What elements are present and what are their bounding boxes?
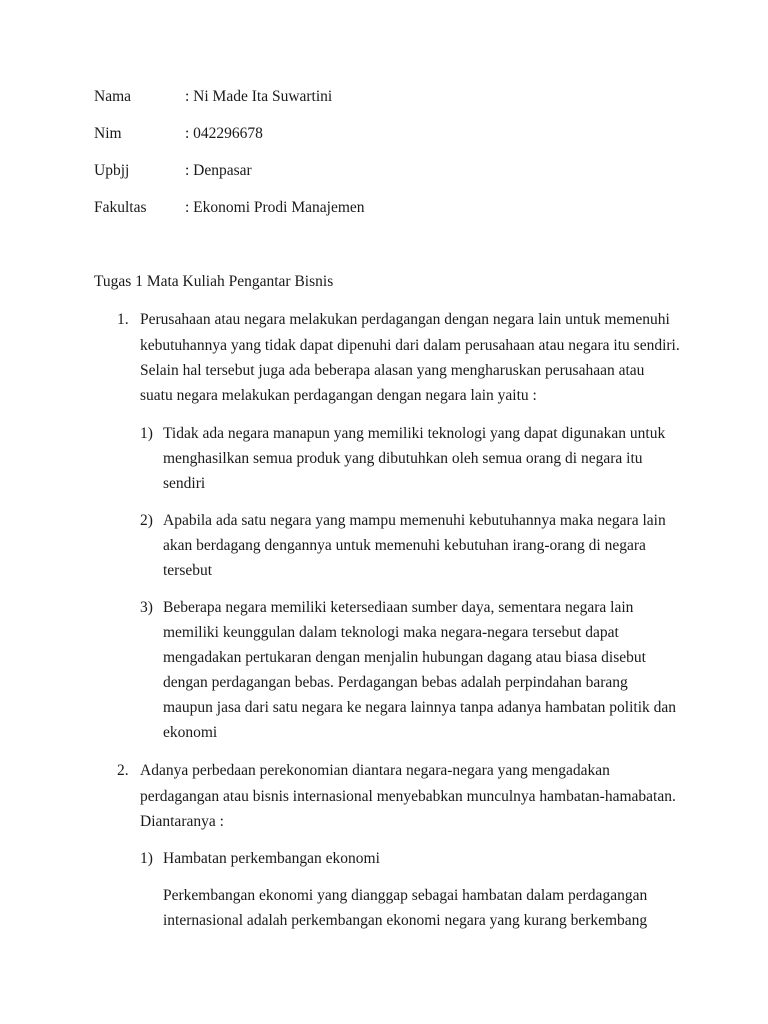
subitem-line: maupun jasa dari satu negara ke negara lainnya tanpa adanya hambatan politik dan bbox=[163, 699, 677, 716]
identity-value: : Denpasar bbox=[185, 162, 252, 179]
list-marker: 1. bbox=[117, 311, 129, 328]
sublist-marker: 2) bbox=[140, 512, 153, 529]
document-title: Tugas 1 Mata Kuliah Pengantar Bisnis bbox=[94, 273, 334, 290]
identity-label: Upbjj bbox=[94, 162, 130, 179]
sublist-marker: 3) bbox=[140, 599, 153, 616]
paragraph-line: kebutuhannya yang tidak dapat dipenuhi dari dalam perusahaan atau negara itu sendiri. bbox=[140, 337, 680, 354]
paragraph-line: Perusahaan atau negara melakukan perdagangan dengan negara lain untuk memenuhi bbox=[140, 311, 670, 328]
subitem-line: Perkembangan ekonomi yang dianggap sebagai hambatan dalam perdagangan bbox=[163, 887, 648, 904]
subitem-line: Apabila ada satu negara yang mampu memenuhi kebutuhannya maka negara lain bbox=[163, 512, 666, 529]
identity-label: Nim bbox=[94, 125, 122, 142]
subitem-heading: Hambatan perkembangan ekonomi bbox=[163, 850, 380, 867]
identity-label: Nama bbox=[94, 88, 132, 105]
identity-value: : Ekonomi Prodi Manajemen bbox=[185, 199, 365, 216]
subitem-line: ekonomi bbox=[163, 724, 218, 741]
identity-value: : Ni Made Ita Suwartini bbox=[185, 88, 333, 105]
paragraph-line: perdagangan atau bisnis internasional menyebabkan munculnya hambatan-hamabatan. bbox=[140, 788, 676, 805]
paragraph-line: Selain hal tersebut juga ada beberapa alasan yang mengharuskan perusahaan atau bbox=[140, 362, 645, 379]
subitem-line: sendiri bbox=[163, 475, 206, 492]
subitem-line: Tidak ada negara manapun yang memiliki teknologi yang dapat digunakan untuk bbox=[163, 425, 666, 442]
list-marker: 2. bbox=[117, 762, 129, 779]
sublist-marker: 1) bbox=[140, 425, 153, 442]
subitem-line: memiliki keunggulan dalam teknologi maka negara-negara tersebut dapat bbox=[163, 624, 619, 641]
identity-label: Fakultas bbox=[94, 199, 147, 216]
subitem-line: akan berdagang dengannya untuk memenuhi kebutuhan irang-orang di negara bbox=[163, 537, 646, 554]
subitem-line: internasional adalah perkembangan ekonomi negara yang kurang berkembang bbox=[163, 912, 648, 929]
subitem-line: Beberapa negara memiliki ketersediaan sumber daya, sementara negara lain bbox=[163, 599, 634, 616]
sublist-marker: 1) bbox=[140, 850, 153, 867]
subitem-line: dengan perdagangan bebas. Perdagangan bebas adalah perpindahan barang bbox=[163, 674, 628, 691]
paragraph-line: Diantaranya : bbox=[140, 813, 224, 830]
subitem-line: menghasilkan semua produk yang dibutuhkan oleh semua orang di negara itu bbox=[163, 450, 643, 467]
subitem-line: mengadakan pertukaran dengan menjalin hubungan dagang atau biasa disebut bbox=[163, 649, 646, 666]
paragraph-line: suatu negara melakukan perdagangan dengan negara lain yaitu : bbox=[140, 387, 537, 404]
subitem-line: tersebut bbox=[163, 562, 213, 579]
identity-value: : 042296678 bbox=[185, 125, 263, 142]
paragraph-line: Adanya perbedaan perekonomian diantara negara-negara yang mengadakan bbox=[140, 762, 610, 779]
